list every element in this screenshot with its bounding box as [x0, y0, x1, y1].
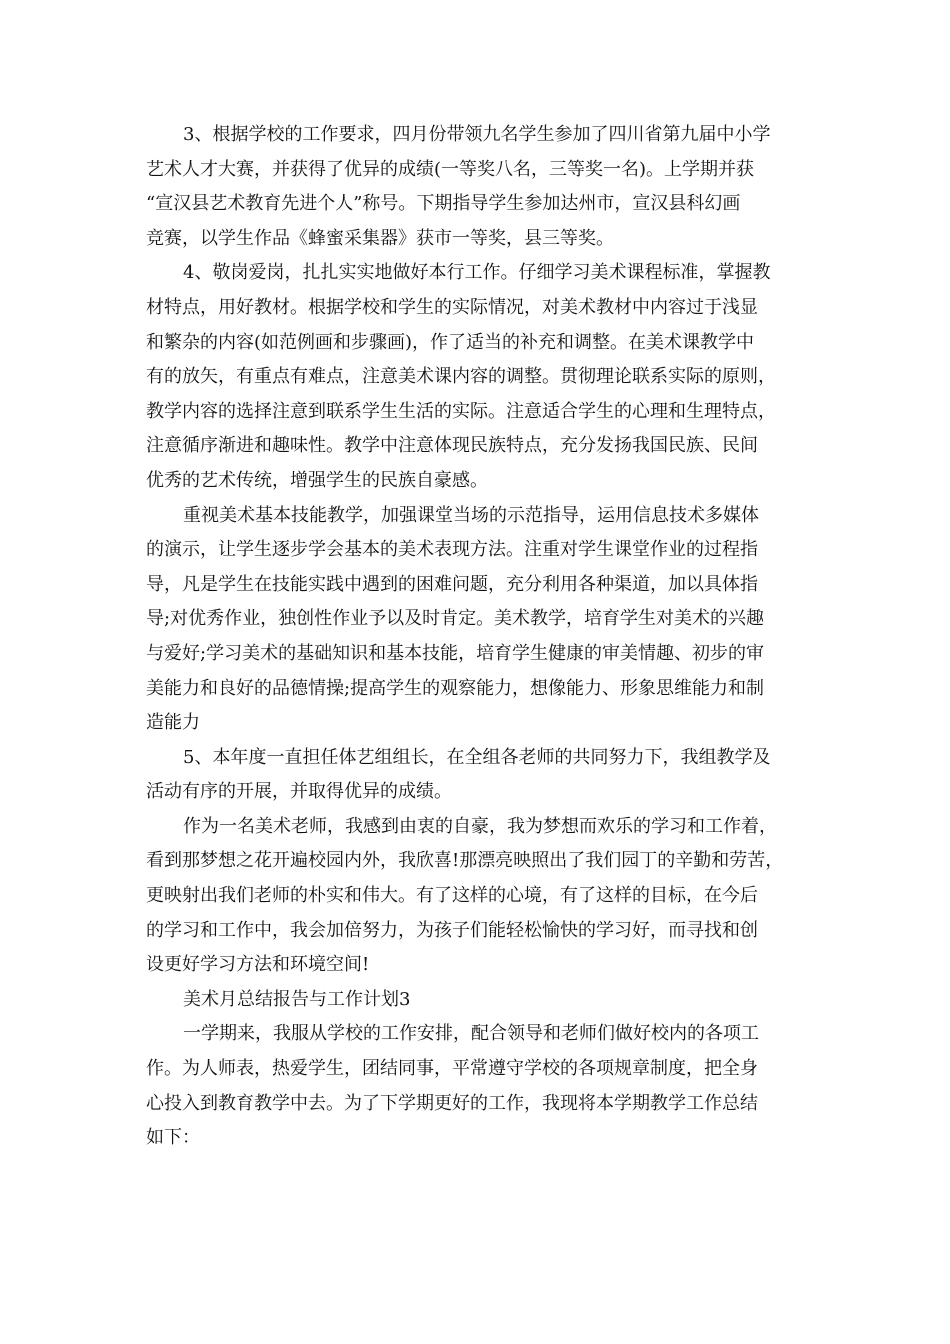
- paragraph-line: “宣汉县艺术教育先进个人”称号。下期指导学生参加达州市，宣汉县科幻画: [146, 193, 741, 215]
- paragraph-line: 3、根据学校的工作要求，四月份带领九名学生参加了四川省第九届中小学: [183, 124, 771, 145]
- paragraph-line: 心投入到教育教学中去。为了下学期更好的工作，我现将本学期教学工作总结: [146, 1092, 758, 1114]
- paragraph-line: 4、敬岗爱岗，扎扎实实地做好本行工作。仔细学习美术课程标准，掌握教: [183, 262, 771, 284]
- paragraph-line: 有的放矢，有重点有难点，注意美术课内容的调整。贯彻理论联系实际的原则，: [146, 366, 776, 388]
- paragraph-line: 更映射出我们老师的朴实和伟大。有了这样的心境，有了这样的目标，在今后: [146, 885, 758, 907]
- paragraph-line: 教学内容的选择注意到联系学生生活的实际。注意适合学生的心理和生理特点，: [146, 400, 776, 422]
- paragraph-line: 竞赛，以学生作品《蜂蜜采集器》获市一等奖，县三等奖。: [146, 227, 614, 249]
- paragraph-line: 的学习和工作中，我会加倍努力，为孩子们能轻松愉快的学习好，而寻找和创: [146, 919, 758, 941]
- paragraph-line: 一学期来，我服从学校的工作安排，配合领导和老师们做好校内的各项工: [183, 1023, 759, 1045]
- paragraph-line: 重视美术基本技能教学，加强课堂当场的示范指导，运用信息技术多媒体: [183, 504, 759, 526]
- paragraph-line: 作。为人师表，热爱学生，团结同事，平常遵守学校的各项规章制度，把全身: [146, 1058, 758, 1080]
- paragraph-line: 设更好学习方法和环境空间!: [146, 954, 370, 976]
- paragraph-line: 活动有序的开展，并取得优异的成绩。: [146, 781, 452, 803]
- paragraph-line: 美能力和良好的品德情操;提高学生的观察能力，想像能力、形象思维能力和制: [146, 677, 765, 699]
- paragraph-line: 如下：: [146, 1127, 200, 1149]
- document-body: [146, 118, 812, 1156]
- paragraph-line: 与爱好;学习美术的基础知识和基本技能，培育学生健康的审美情趣、初步的审: [146, 642, 765, 664]
- paragraph-line: 看到那梦想之花开遍校园内外，我欣喜!那漂亮映照出了我们园丁的辛勤和劳苦，: [146, 850, 784, 872]
- paragraph-line: 作为一名美术老师，我感到由衷的自豪，我为梦想而欢乐的学习和工作着，: [183, 815, 777, 837]
- paragraph-line: 造能力: [146, 712, 200, 734]
- paragraph-line: 优秀的艺术传统，增强学生的民族自豪感。: [146, 469, 488, 491]
- paragraph-line: 导，凡是学生在技能实践中遇到的困难问题，充分利用各种渠道，加以具体指: [146, 573, 758, 595]
- paragraph-line: 5、本年度一直担任体艺组组长，在全组各老师的共同努力下，我组教学及: [183, 746, 771, 768]
- paragraph-line: 材特点，用好教材。根据学校和学生的实际情况，对美术教材中内容过于浅显: [146, 296, 758, 318]
- paragraph-line: 注意循序渐进和趣味性。教学中注意体现民族特点，充分发扬我国民族、民间: [146, 435, 758, 457]
- paragraph-line: 艺术人才大赛，并获得了优异的成绩(一等奖八名，三等奖一名)。上学期并获: [146, 158, 755, 180]
- paragraph-line: 的演示，让学生逐步学会基本的美术表现方法。注重对学生课堂作业的过程指: [146, 539, 758, 561]
- section-heading: 美术月总结报告与工作计划3: [183, 988, 411, 1010]
- paragraph-line: 和繁杂的内容(如范例画和步骤画)，作了适当的补充和调整。在美术课教学中: [146, 331, 755, 353]
- paragraph-line: 导;对优秀作业，独创性作业予以及时肯定。美术教学，培育学生对美术的兴趣: [146, 608, 765, 630]
